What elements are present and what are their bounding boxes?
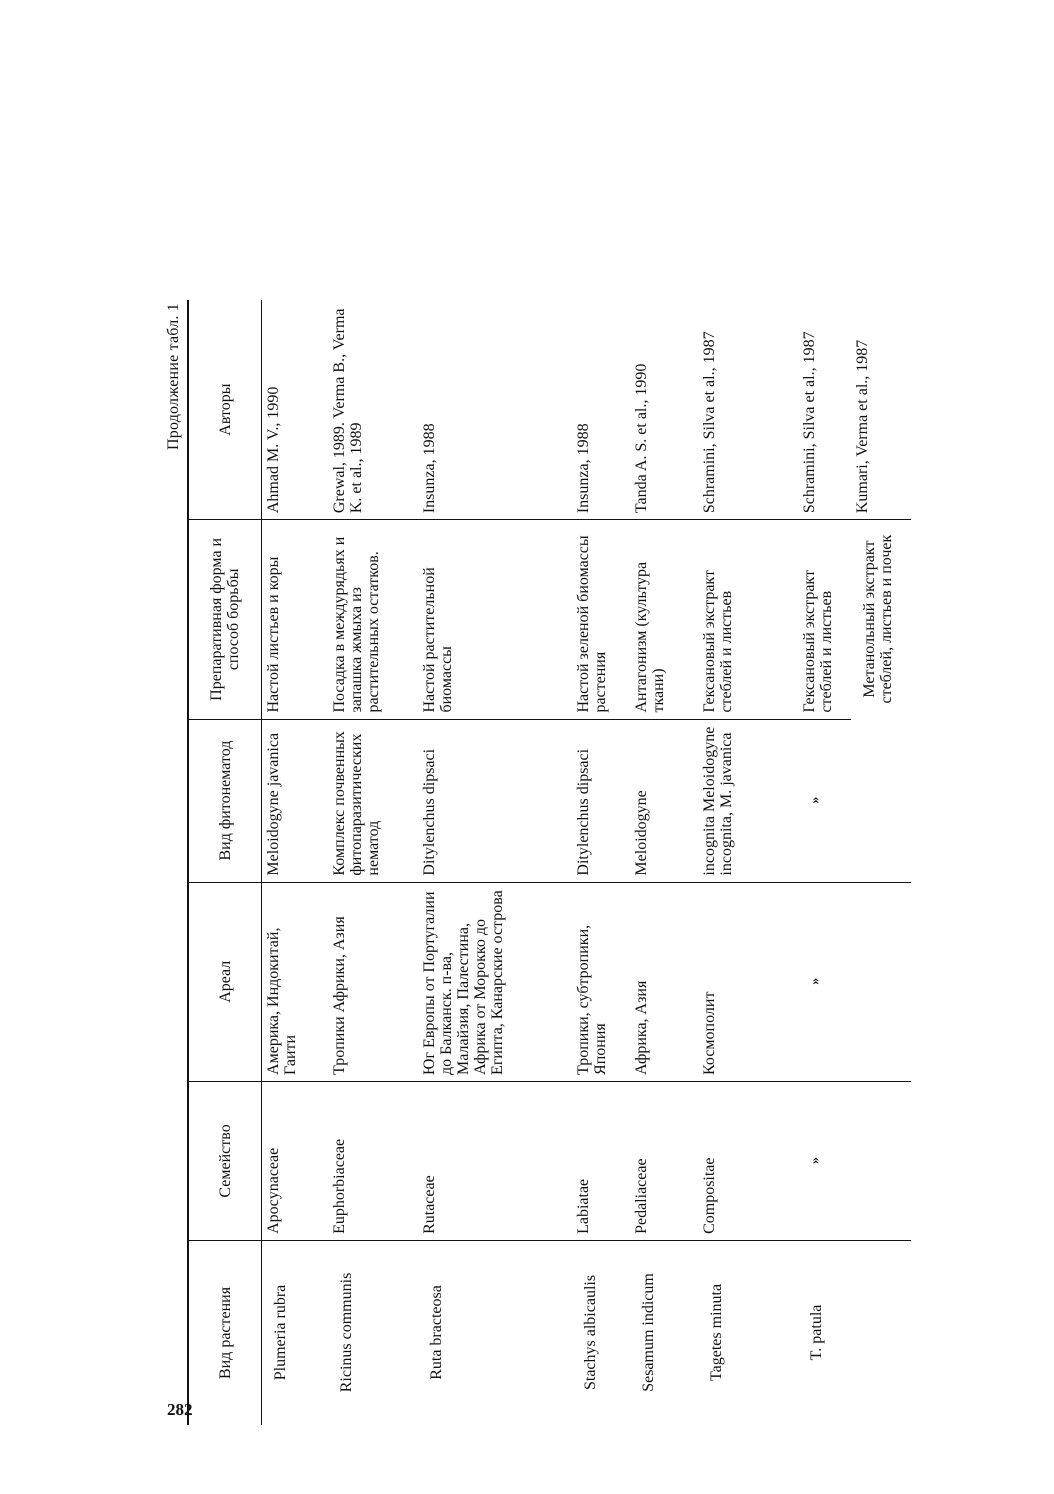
cell-range [798,882,911,1081]
cell-authors: Ahmad M. V., 1990 [262,300,329,520]
header-family: Семейство [188,1081,262,1240]
cell-plant: Tagetes minuta [708,1283,725,1381]
cell-preparation: Метанольный экстракт стеблей, листьев и почек [861,534,895,704]
cell-authors: Kumari, Verma et al., 1987 [851,300,911,520]
cell-authors: Grewal, 1989. Verma B., Verma K. et al., 1989 [328,300,418,520]
table-row [698,300,798,1425]
table-row [328,300,418,1425]
cell-authors: Insunza, 1988 [572,300,630,520]
cell-range: Юг Европы от Португалии до Балканск. п-ва, Малайзия, Палестина, Африка от Морокко до Египта, Канарские острова [418,882,572,1081]
cell-plant: Stachys albicaulis [582,1274,599,1391]
page-number: 282 [167,1400,193,1419]
cell-family: Labiatae [572,1081,630,1240]
cell-family: Rutaceae [418,1081,572,1240]
rotated-table-sheet [165,300,895,1425]
cell-preparation: Антагонизм (культура ткани) [630,520,698,719]
cell-nematode [798,719,911,882]
cell-range: Тропики, субтропики, Япония [572,882,630,1081]
cell-nematode: Ditylenchus dipsaci [572,719,630,882]
header-range: Ареал [188,882,262,1081]
plants-nematodes-table [187,300,911,1425]
cell-nematode: Meloidogyne javanica [262,719,329,882]
header-plant: Вид растения [188,1240,262,1425]
table-row [262,300,329,1425]
cell-authors: Insunza, 1988 [418,300,572,520]
cell-nematode: Ditylenchus dipsaci [418,719,572,882]
cell-range: Тропики Африки, Азия [328,882,418,1081]
table-row [418,300,572,1425]
cell-plant: Plumeria rubra [272,1284,289,1381]
cell-nematode: incognita Meloidogyne incognita, M. javanica [698,719,798,882]
table-header-row [188,300,262,1425]
cell-preparation: Посадка в междурядьях и запашка жмыха из растительных остатков. [328,520,418,719]
cell-preparation: Гексановый экстракт стеблей и листьев [698,520,798,719]
ditto-mark: » [808,1156,823,1164]
cell-nematode: Комплекс почвенных фитопаразитических нематод [328,719,418,882]
cell-family: Apocynaceae [262,1081,329,1240]
cell-preparation: Гексановый экстракт стеблей и листьев [798,520,851,719]
table-row [798,300,851,1425]
cell-authors: Schramini, Silva et al., 1987 [698,300,798,520]
cell-range: Космополит [698,882,798,1081]
cell-range: Африка, Азия [630,882,698,1081]
header-preparation: Препаративная форма и способ борьбы [188,520,262,719]
header-nematode: Вид фитонематод [188,719,262,882]
cell-family: Compositae [698,1081,798,1240]
cell-authors: Tanda A. S. et al., 1990 [630,300,698,520]
cell-range: Америка, Индокитай, Гаити [262,882,329,1081]
cell-plant: Ricinus communis [338,1272,355,1393]
ditto-mark: » [808,796,823,804]
header-authors: Авторы [188,300,262,520]
cell-preparation: Настой растительной биомассы [418,520,572,719]
table-row [630,300,698,1425]
table-row [572,300,630,1425]
cell-family: Euphorbiaceae [328,1081,418,1240]
cell-authors: Schramini, Silva et al., 1987 [798,300,851,520]
cell-plant: T. patula [808,1304,825,1361]
cell-preparation: Настой зеленой биомассы растения [572,520,630,719]
cell-plant: Sesamum indicum [640,1273,657,1392]
cell-family [798,1081,911,1240]
cell-nematode: Meloidogyne [630,719,698,882]
cell-preparation: Настой листьев и коры [262,520,329,719]
cell-plant: Ruta bracteosa [428,1285,445,1380]
cell-family: Pedaliaceae [630,1081,698,1240]
table-caption: Продолжение табл. 1 [165,303,182,450]
ditto-mark: » [808,977,823,985]
